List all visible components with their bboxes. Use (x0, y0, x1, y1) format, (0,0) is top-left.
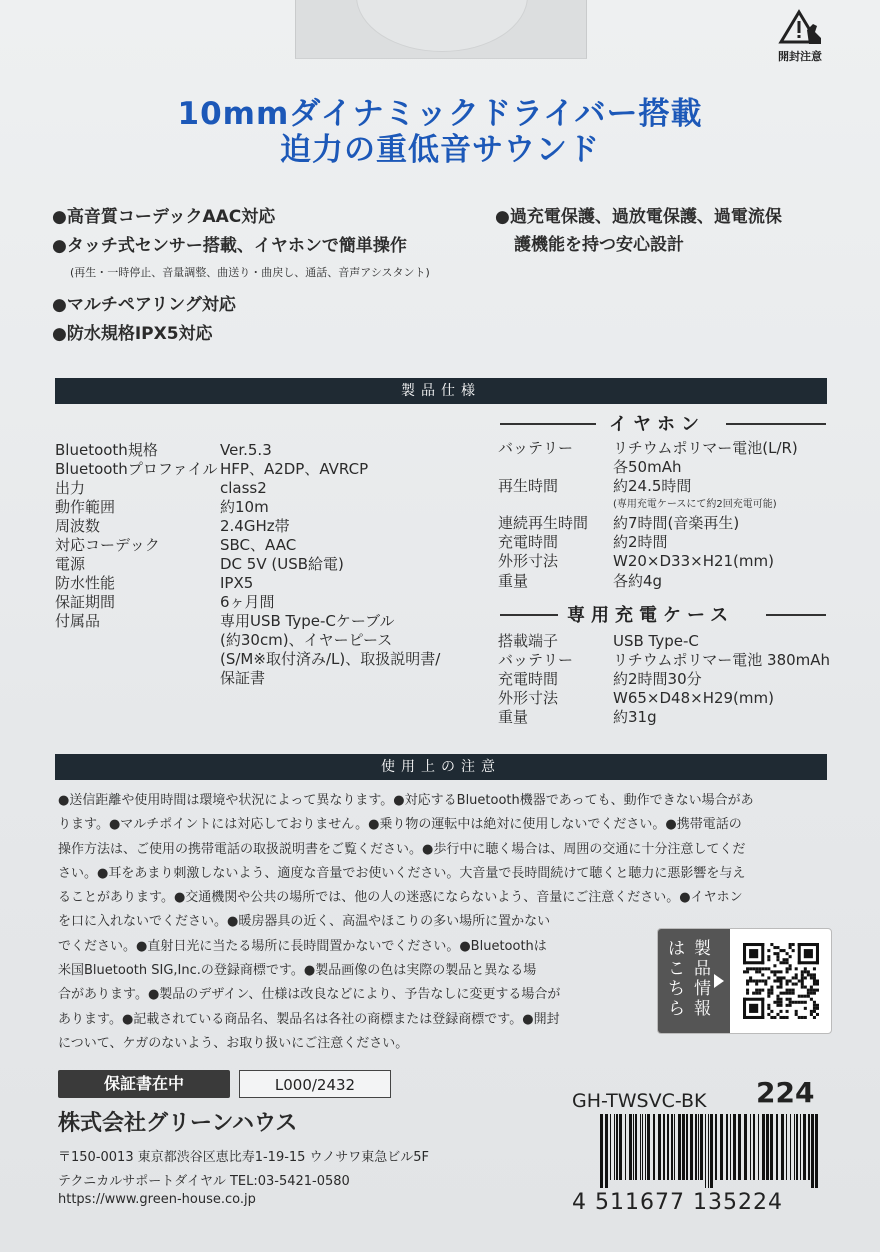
feature-protection-2: 護機能を持つ安心設計 (514, 235, 684, 255)
spec-value: W20×D33×H21(mm) (613, 552, 774, 570)
feature-aac: ●高音質コーデックAAC対応 (52, 207, 276, 227)
spec-value: W65×D48×H29(mm) (613, 689, 774, 707)
spec-value: 約24.5時間 (613, 477, 692, 495)
spec-value: 2.4GHz帯 (220, 517, 290, 535)
divider-line (766, 614, 826, 616)
support-phone: テクニカルサポートダイヤル TEL:03-5421-0580 (58, 1174, 350, 1189)
feature-touch-detail: (再生・一時停止、音量調整、曲送り・曲戻し、通話、音声アシスタント) (70, 266, 430, 279)
headline-line-2: 迫力の重低音サウンド (280, 132, 600, 168)
spec-key: 外形寸法 (498, 552, 559, 570)
caution-line: について、ケガのないよう、お取り扱いにご注意ください。 (58, 1035, 409, 1051)
caution-line: 合があります。●製品のデザイン、仕様は改良などにより、予告なしに変更する場合が (58, 987, 561, 1003)
top-flap (295, 0, 587, 59)
divider-line (500, 614, 558, 616)
spec-key: 搭載端子 (498, 632, 559, 650)
headline-line-1: 10mmダイナミックドライバー搭載 (177, 96, 703, 132)
spec-value: (S/M※取付済み/L)、取扱説明書/ (220, 650, 441, 668)
feature-ipx5: ●防水規格IPX5対応 (52, 324, 213, 344)
divider-line (500, 423, 596, 425)
arrow-right-icon (714, 974, 724, 988)
spec-value: 約31g (613, 708, 657, 726)
spec-key: 連続再生時間 (498, 514, 589, 532)
spec-key: Bluetooth規格 (55, 441, 158, 459)
spec-value: 保証書 (220, 669, 266, 687)
spec-key: バッテリー (498, 439, 574, 457)
barcode-icon (598, 1114, 820, 1188)
spec-value: 各50mAh (613, 458, 682, 476)
model-number: GH-TWSVC-BK (572, 1090, 707, 1112)
caution-line: 米国Bluetooth SIG,Inc.の登録商標です。●製品画像の色は実際の製品と異なる場 (58, 963, 537, 979)
spec-key: 再生時間 (498, 477, 559, 495)
spec-value: 約7時間(音楽再生) (613, 514, 740, 532)
spec-key: 防水性能 (55, 574, 116, 592)
caution-line: ります。●マルチポイントには対応しておりません。●乗り物の運転中は絶対に使用しないでください。●携帯電話の (58, 817, 742, 833)
earphone-title: イヤホン (609, 414, 705, 435)
feature-multipairing: ●マルチペアリング対応 (52, 295, 236, 315)
company-url[interactable]: https://www.green-house.co.jp (58, 1192, 256, 1207)
open-caution-icon (777, 8, 823, 46)
spec-value: 約10m (220, 498, 269, 516)
open-caution-mark (770, 8, 830, 64)
company-address: 〒150-0013 東京都渋谷区恵比寿1-19-15 ウノサワ東急ビル5F (58, 1150, 429, 1165)
spec-key: 保証期間 (55, 593, 116, 611)
case-title: 専用充電ケース (567, 605, 735, 626)
spec-value: (約30cm)、イヤーピース (220, 631, 393, 649)
caution-line: 操作方法は、ご使用の携帯電話の取扱説明書をご覧ください。●歩行中に聴く場合は、周囲の交通に十分注意してくだ (58, 841, 746, 857)
spec-key: 電源 (55, 555, 86, 573)
spec-key: 周波数 (55, 517, 101, 535)
spec-key: Bluetoothプロファイル (55, 460, 218, 478)
spec-value: リチウムポリマー電池 380mAh (613, 651, 831, 669)
spec-key: 付属品 (55, 612, 101, 630)
caution-line: を口に入れないでください。●暖房器具の近く、高温やほこりの多い場所に置かない (58, 914, 551, 930)
caution-line: でください。●直射日光に当たる場所に長時間置かないでください。●Bluetoothは (58, 938, 547, 954)
caution-line: ●送信距離や使用時間は環境や状況によって異なります。●対応するBluetooth機器であっても、動作できない場合があ (58, 793, 754, 808)
spec-key: 対応コーデック (55, 536, 160, 554)
feature-protection-1: ●過充電保護、過放電保護、過電流保 (495, 207, 782, 227)
spec-value: リチウムポリマー電池(L/R) (613, 439, 798, 457)
caution-title-bar: 使用上の注意 (55, 754, 827, 780)
caution-line: ることがあります。●交通機関や公共の場所では、他の人の迷惑にならないよう、音量にご注意ください。●イヤホン (58, 890, 743, 906)
spec-value: Ver.5.3 (220, 441, 272, 459)
lot-number: L000/2432 (239, 1070, 391, 1098)
caution-line: あります。●記載されている商品名、製品名は各社の商標または登録商標です。●開封 (58, 1011, 560, 1027)
spec-key: 充電時間 (498, 533, 559, 551)
spec-key: 外形寸法 (498, 689, 559, 707)
spec-key: バッテリー (498, 651, 574, 669)
spec-value: 専用USB Type-Cケーブル (220, 612, 395, 630)
caution-line: さい。●耳をあまり刺激しないよう、適度な音量でお使いください。大音量で長時間続けて聴くと聴力に悪影響を与え (58, 865, 746, 881)
spec-value: 各約4g (613, 572, 663, 590)
barcode-digits: 4 511677 135224 (572, 1190, 783, 1215)
spec-value: 約2時間 (613, 533, 668, 551)
spec-key: 重量 (498, 708, 529, 726)
qr-label-col1: はこちら (668, 939, 685, 1019)
qr-code-icon[interactable] (743, 941, 819, 1021)
spec-value: (専用充電ケースにて約2回充電可能) (613, 499, 777, 510)
spec-title-bar: 製品仕様 (55, 378, 827, 404)
product-code: 224 (756, 1076, 815, 1109)
spec-value: IPX5 (220, 574, 254, 592)
open-caution-label: 開封注意 (778, 50, 822, 63)
spec-value: SBC、AAC (220, 536, 297, 554)
feature-touch: ●タッチ式センサー搭載、イヤホンで簡単操作 (52, 236, 407, 256)
spec-key: 充電時間 (498, 670, 559, 688)
spec-key: 出力 (55, 479, 86, 497)
spec-value: 6ヶ月間 (220, 593, 275, 611)
spec-value: 約2時間30分 (613, 670, 702, 688)
spec-key: 重量 (498, 572, 529, 590)
spec-value: class2 (220, 479, 267, 497)
spec-value: HFP、A2DP、AVRCP (220, 460, 369, 478)
product-info-qr[interactable] (657, 928, 832, 1034)
warranty-badge: 保証書在中 (58, 1070, 230, 1098)
qr-label (658, 929, 730, 1033)
divider-line (726, 423, 826, 425)
company-name: 株式会社グリーンハウス (58, 1111, 298, 1136)
qr-label-col2: 製品情報 (694, 939, 711, 1019)
spec-key: 動作範囲 (55, 498, 116, 516)
spec-value: USB Type-C (613, 632, 699, 650)
spec-value: DC 5V (USB給電) (220, 555, 344, 573)
